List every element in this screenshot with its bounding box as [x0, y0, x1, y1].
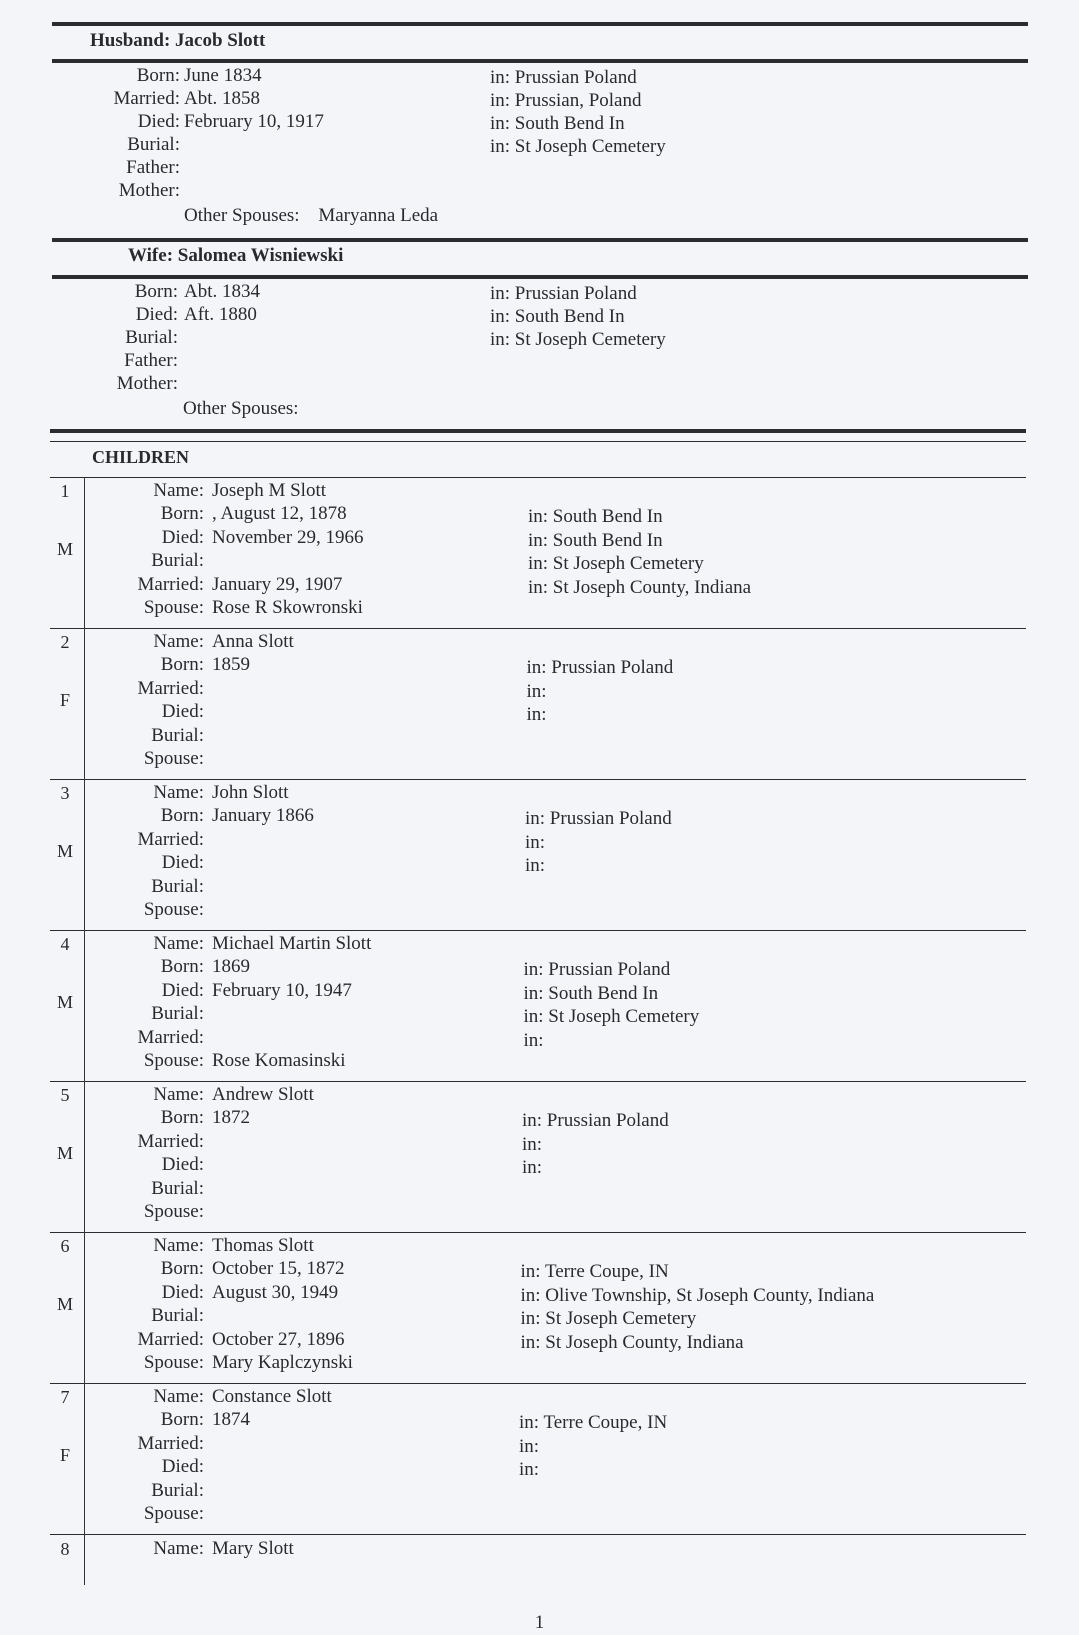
child-fact-label: Spouse: — [143, 1201, 204, 1222]
child-fact-place: in: South Bend In — [523, 982, 659, 1004]
child-fact-label: Spouse: — [143, 1503, 204, 1524]
child-fact-label: Spouse: — [143, 1352, 204, 1373]
child-fact-value: January 1866 — [212, 805, 314, 827]
child-fact-label: Burial: — [151, 1305, 204, 1327]
child-fact-place: in: Olive Township, St Joseph County, Indiana — [520, 1284, 875, 1306]
child-fact-value: Constance Slott — [212, 1386, 332, 1407]
child-fact-label: Name: — [153, 1084, 204, 1105]
child-fact-label: Name: — [153, 933, 204, 954]
child-sex: M — [56, 992, 73, 1012]
child-fact-value: Andrew Slott — [212, 1084, 314, 1105]
child-fact-place: in: St Joseph Cemetery — [520, 1308, 697, 1330]
wife-born-place: in: Prussian Poland — [490, 283, 637, 304]
child-sex: F — [59, 1445, 70, 1465]
child-fact-label: Name: — [153, 480, 204, 501]
child-number: 1 — [60, 481, 70, 501]
child-fact-place: in: — [523, 1029, 544, 1051]
husband-father-label: Father: — [126, 157, 180, 178]
child-fact-label: Burial: — [151, 724, 204, 746]
child-fact-place: in: — [525, 831, 546, 853]
wife-burial-place: in: St Joseph Cemetery — [490, 329, 666, 350]
child-fact-value: 1872 — [212, 1107, 250, 1129]
children-top-thin-rule — [50, 441, 1026, 442]
husband-mother-label: Mother: — [118, 180, 180, 201]
child-fact-label: Born: — [160, 654, 204, 676]
wife-burial-label: Burial: — [125, 327, 178, 348]
wife-other-spouses — [183, 398, 313, 420]
child-fact-place: in: St Joseph Cemetery — [523, 1006, 700, 1028]
child-fact-place: in: Prussian Poland — [525, 808, 672, 830]
child-fact-value: 1869 — [212, 956, 250, 978]
child-sex: M — [56, 841, 73, 861]
child-fact-label: Burial: — [151, 875, 204, 897]
child-fact-place: in: South Bend In — [528, 506, 663, 528]
child-fact-label: Born: — [160, 503, 204, 525]
child-fact-label: Died: — [161, 979, 204, 1001]
child-fact-place: in: — [526, 704, 547, 726]
child-fact-label: Name: — [153, 1386, 204, 1407]
child-fact-label: Name: — [153, 782, 204, 803]
child-fact-label: Spouse: — [143, 597, 204, 618]
child-fact-place: in: — [519, 1459, 540, 1481]
child-fact-label: Spouse: — [143, 899, 204, 920]
child-fact-place: in: Prussian Poland — [522, 1110, 669, 1132]
child-fact-label: Burial: — [151, 1177, 204, 1199]
child-fact-place: in: — [526, 680, 547, 702]
child-fact-label: Name: — [153, 1538, 204, 1559]
child-separator-rule — [50, 1232, 1026, 1233]
husband-header — [90, 30, 265, 52]
child-fact-place: in: — [522, 1133, 543, 1155]
top-rule — [52, 22, 1028, 26]
child-separator-rule — [50, 628, 1026, 629]
page-number: 1 — [534, 1612, 545, 1633]
child-column-rule — [84, 628, 85, 779]
wife-father-label: Father: — [124, 350, 178, 371]
child-fact-label: Spouse: — [143, 748, 204, 769]
husband-header-label: Husband: — [90, 30, 171, 51]
husband-header-rule — [52, 59, 1028, 63]
husband-married-label: Married: — [113, 88, 180, 109]
child-fact-value: October 27, 1896 — [212, 1328, 345, 1350]
child-fact-value: 1874 — [212, 1409, 250, 1431]
wife-born-label: Born: — [134, 281, 178, 302]
child-fact-value: February 10, 1947 — [212, 979, 352, 1001]
child-fact-label: Married: — [137, 1328, 204, 1350]
children-header-rule — [50, 477, 1026, 478]
child-fact-value: Mary Slott — [212, 1538, 294, 1559]
child-number: 6 — [60, 1236, 70, 1256]
child-sex: M — [56, 1294, 73, 1314]
husband-burial-place: in: St Joseph Cemetery — [490, 136, 666, 157]
child-fact-value: Anna Slott — [212, 631, 294, 652]
child-fact-place: in: Prussian Poland — [526, 657, 674, 679]
child-fact-label: Name: — [153, 1235, 204, 1256]
child-fact-label: Married: — [137, 1026, 204, 1048]
child-fact-label: Burial: — [151, 550, 204, 572]
child-fact-value: January 29, 1907 — [212, 573, 343, 595]
child-fact-label: Burial: — [151, 1003, 204, 1025]
wife-top-rule — [52, 238, 1028, 242]
child-column-rule — [84, 1081, 85, 1232]
children-top-rule — [50, 429, 1026, 433]
child-fact-label: Born: — [160, 805, 204, 827]
child-sex: F — [59, 690, 70, 710]
child-fact-value: Joseph M Slott — [212, 480, 327, 501]
child-number: 3 — [60, 783, 70, 803]
husband-born-place: in: Prussian Poland — [490, 67, 637, 88]
child-fact-label: Spouse: — [143, 1050, 204, 1071]
husband-died-place: in: South Bend In — [490, 113, 625, 134]
child-fact-value: Michael Martin Slott — [212, 933, 372, 954]
child-column-rule — [84, 1232, 85, 1383]
child-fact-value: August 30, 1949 — [212, 1281, 339, 1303]
child-number: 5 — [60, 1085, 70, 1105]
wife-other-spouses-label: Other Spouses: — [183, 398, 299, 419]
child-fact-value: October 15, 1872 — [212, 1258, 345, 1280]
child-sex: M — [56, 539, 73, 559]
wife-died-value: Aft. 1880 — [184, 304, 257, 325]
child-column-rule — [84, 779, 85, 930]
child-fact-value: Thomas Slott — [212, 1235, 314, 1256]
child-fact-place: in: Prussian Poland — [523, 959, 671, 981]
husband-died-label: Died: — [137, 111, 180, 132]
child-column-rule — [84, 1535, 85, 1585]
child-fact-place: in: — [522, 1157, 543, 1179]
wife-name: Salomea Wisniewski — [177, 245, 344, 266]
child-fact-value: 1859 — [212, 654, 250, 676]
child-number: 8 — [60, 1539, 70, 1559]
child-fact-label: Married: — [137, 1432, 204, 1454]
child-fact-place: in: South Bend In — [528, 529, 663, 551]
child-fact-place: in: St Joseph Cemetery — [528, 553, 704, 575]
child-separator-rule — [50, 779, 1026, 780]
child-separator-rule — [50, 1383, 1026, 1384]
child-fact-label: Married: — [137, 828, 204, 850]
husband-other-spouses — [184, 205, 438, 227]
wife-died-place: in: South Bend In — [490, 306, 625, 327]
child-fact-label: Burial: — [151, 1479, 204, 1501]
child-fact-value: John Slott — [212, 782, 289, 803]
husband-married-place: in: Prussian, Poland — [490, 90, 642, 111]
child-fact-label: Married: — [137, 677, 204, 699]
child-fact-value: Rose R Skowronski — [212, 597, 363, 618]
child-column-rule — [84, 477, 85, 628]
child-fact-label: Died: — [161, 526, 204, 548]
child-fact-place: in: Terre Coupe, IN — [520, 1261, 669, 1283]
child-number: 4 — [60, 934, 70, 954]
child-separator-rule — [50, 1534, 1026, 1535]
child-fact-label: Born: — [160, 1107, 204, 1129]
child-fact-label: Died: — [161, 701, 204, 723]
child-fact-label: Born: — [160, 1409, 204, 1431]
child-sex: M — [56, 1143, 73, 1163]
child-fact-place: in: — [525, 855, 546, 877]
child-number: 2 — [60, 632, 70, 652]
husband-married-value: Abt. 1858 — [184, 88, 260, 109]
child-fact-value: November 29, 1966 — [212, 526, 364, 548]
child-fact-label: Died: — [161, 852, 204, 874]
child-fact-place: in: — [519, 1435, 540, 1457]
husband-burial-label: Burial: — [127, 134, 180, 155]
child-fact-place: in: Terre Coupe, IN — [519, 1412, 668, 1434]
child-fact-label: Born: — [160, 956, 204, 978]
child-separator-rule — [50, 930, 1026, 931]
wife-header — [128, 245, 343, 267]
child-fact-value: Rose Komasinski — [212, 1050, 346, 1071]
child-separator-rule — [50, 1081, 1026, 1082]
child-fact-label: Died: — [161, 1154, 204, 1176]
wife-mother-label: Mother: — [116, 373, 178, 394]
husband-other-spouses-label: Other Spouses: — [184, 205, 300, 226]
child-fact-label: Married: — [137, 573, 204, 595]
child-column-rule — [84, 930, 85, 1081]
children-header: CHILDREN — [92, 447, 190, 467]
child-number: 7 — [60, 1387, 70, 1407]
child-fact-value: , August 12, 1878 — [212, 503, 347, 525]
wife-header-label: Wife: — [128, 245, 174, 266]
wife-died-label: Died: — [135, 304, 178, 325]
child-fact-label: Name: — [153, 631, 204, 652]
child-fact-label: Died: — [161, 1456, 204, 1478]
wife-header-rule — [52, 275, 1028, 279]
husband-born-value: June 1834 — [184, 65, 262, 86]
child-fact-place: in: St Joseph County, Indiana — [520, 1331, 744, 1353]
child-fact-label: Born: — [160, 1258, 204, 1280]
husband-other-spouses-value: Maryanna Leda — [318, 205, 439, 226]
child-fact-value: Mary Kaplczynski — [212, 1352, 353, 1373]
child-fact-place: in: St Joseph County, Indiana — [528, 576, 752, 598]
child-fact-label: Married: — [137, 1130, 204, 1152]
child-fact-label: Died: — [161, 1281, 204, 1303]
husband-name: Jacob Slott — [175, 30, 266, 51]
husband-died-value: February 10, 1917 — [184, 111, 324, 132]
child-column-rule — [84, 1383, 85, 1534]
wife-born-value: Abt. 1834 — [184, 281, 260, 302]
husband-born-label: Born: — [136, 65, 180, 86]
